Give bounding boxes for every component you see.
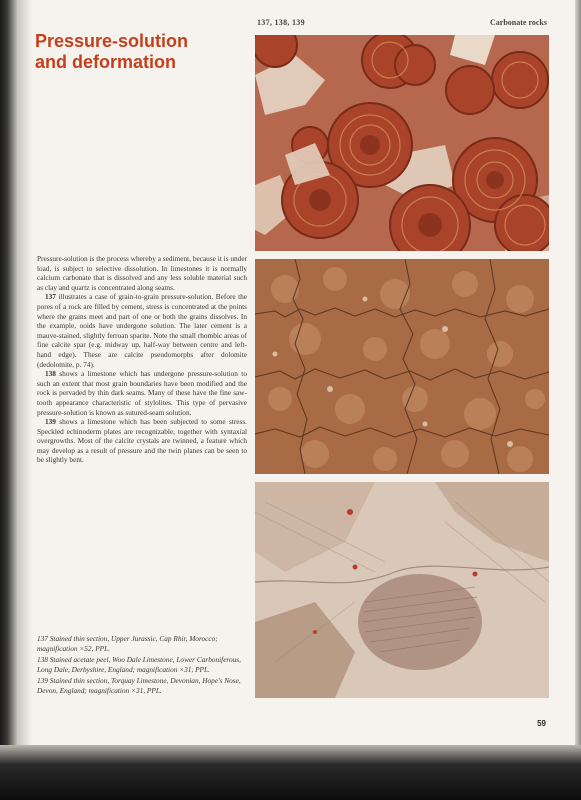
title-line-2: and deformation bbox=[35, 52, 177, 72]
paragraph-2-text: illustrates a case of grain-to-grain pressure-solution. Before the pores of a rock are filled by cement, stress is concentrated at the points where the grains meet and part of one or both the grains dissolves. In the example, ooids have undergone solution. The later cement is a mauve-stained, slightly ferroan sparite. Note the small rhombic areas of fine calcite spar (e.g. midway up, half-way between centre and left-hand edge). These are calcite pseudomorphs after dolomite (dedolomite, p. 74). bbox=[37, 292, 247, 369]
title-line-1: Pressure-solution bbox=[35, 31, 189, 51]
paragraph-3 bbox=[37, 369, 247, 417]
page-title bbox=[35, 31, 245, 73]
figure-ref-138: 138 bbox=[45, 369, 56, 379]
header-section-title: Carbonate rocks bbox=[490, 18, 547, 27]
header-figure-numbers: 137, 138, 139 bbox=[257, 18, 305, 27]
figure-139-photo bbox=[255, 482, 549, 698]
figure-ref-137: 137 bbox=[45, 292, 56, 302]
paragraph-4 bbox=[37, 417, 247, 465]
body-text bbox=[37, 254, 247, 465]
page-edge bbox=[575, 0, 581, 800]
figure-137-photo bbox=[255, 35, 549, 251]
caption-137: 137 Stained thin section, Upper Jurassic, Cap Rhir, Morocco; magnification ×52, PPL. bbox=[37, 634, 218, 654]
figure-captions bbox=[37, 634, 247, 696]
binding-shadow bbox=[18, 0, 32, 800]
book-spine bbox=[0, 0, 18, 800]
paragraph-3-text: shows a limestone which has undergone pressure-solution to such an extent that most grain boundaries have been modified and the rock is pervaded by thin dark seams. Many of these have the fine saw-tooth appearance characteristic of stylolites. This type of pervasive pressure-solution is known as sutured-seam solution. bbox=[37, 369, 247, 417]
scanner-bottom-band bbox=[0, 745, 581, 800]
caption-138: 138 Stained acetate peel, Woo Dale Limestone, Lower Carboniferous, Long Dale, Derbyshire, England; magnification ×31, PPL. bbox=[37, 654, 241, 675]
caption-139: 139 Stained thin section, Torquay Limestone, Devonian, Hope's Nose, Devon, England; magnification ×31, PPL. bbox=[37, 675, 241, 696]
paragraph-2 bbox=[37, 292, 247, 369]
figure-138-photo bbox=[255, 259, 549, 474]
page-number: 59 bbox=[537, 719, 546, 728]
figure-ref-139: 139 bbox=[45, 417, 56, 427]
paragraph-1: Pressure-solution is the process whereby a sediment, because it is under load, is subject to selective dissolution. In limestones it is normally calcium carbonate that is dissolved and any less soluble material such as clay and quartz is concentrated along seams. bbox=[37, 254, 247, 292]
paragraph-4-text: shows a limestone which has been subjected to some stress. Speckled echinoderm plates are recognizable, together with syntaxial overgrowths. Most of the calcite crystals are twinned, a feature which may develop as a result of pressure and the twin planes can be seen to be slightly bent. bbox=[37, 417, 247, 465]
